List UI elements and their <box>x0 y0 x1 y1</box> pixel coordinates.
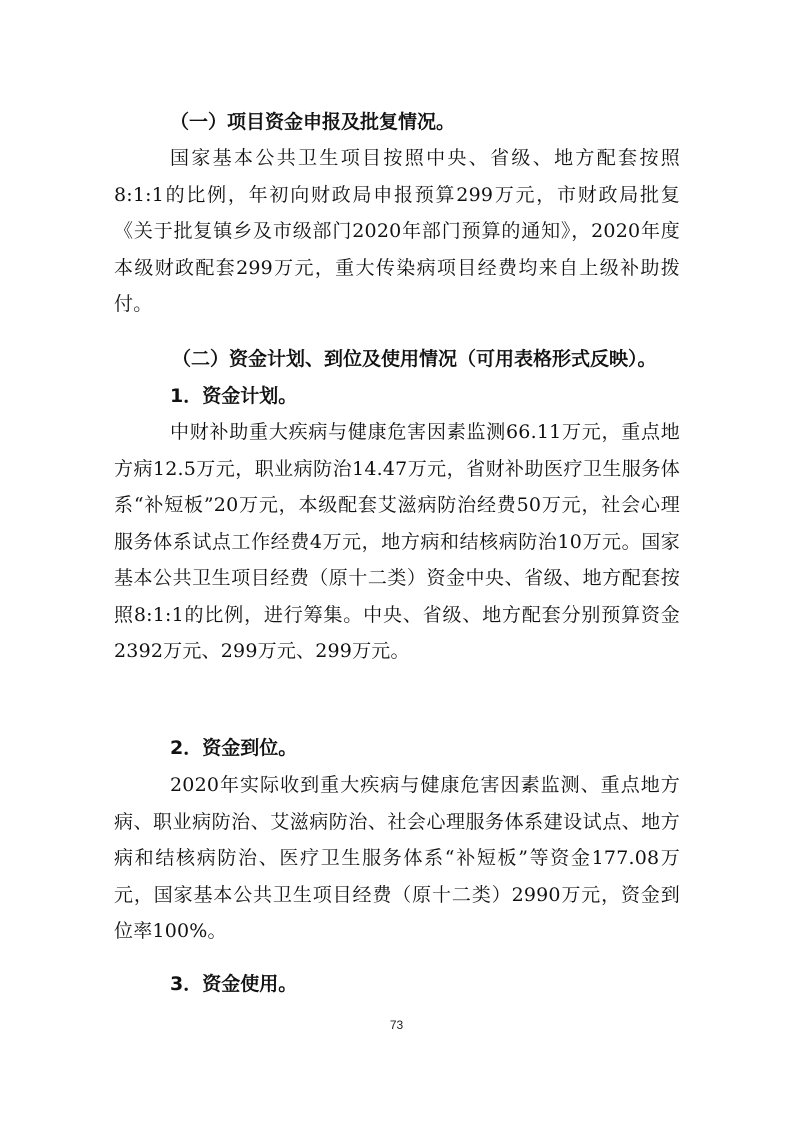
section-2-2-heading: 2．资金到位。 <box>170 737 298 759</box>
section-1-heading: （一）项目资金申报及批复情况。 <box>170 111 456 133</box>
section-2-2-paragraph: 2020年实际收到重大疾病与健康危害因素监测、重点地方病、职业病防治、艾滋病防治、社会心理服务体系建设试点、地方病和结核病防治、医疗卫生服务体系“补短板”等资金177.08万元，国家基本公共卫生项目经费（原十二类）2990万元，资金到位率100%。 <box>114 774 680 942</box>
section-2-heading: （二）资金计划、到位及使用情况（可用表格形式反映）。 <box>172 348 657 370</box>
page-number: 73 <box>389 1018 404 1032</box>
section-2-1-paragraph: 中财补助重大疾病与健康危害因素监测66.11万元，重点地方病12.5万元，职业病防治14.47万元，省财补助医疗卫生服务体系“补短板”20万元，本级配套艾滋病防治经费50万元，社会心理服务体系试点工作经费4万元，地方病和结核病防治10万元。国家基本公共卫生项目经费（原十二类）资金中央、省级、地方配套按照8:1:1的比例，进行筹集。中央、省级、地方配套分别预算资金2392万元、299万元、299万元。 <box>114 421 680 662</box>
section-2-3-heading: 3．资金使用。 <box>170 973 298 995</box>
section-2-1-heading: 1．资金计划。 <box>170 385 298 407</box>
section-1-paragraph: 国家基本公共卫生项目按照中央、省级、地方配套按照8:1:1的比例，年初向财政局申报预算299万元，市财政局批复《关于批复镇乡及市级部门2020年部门预算的通知》，2020年度本级财政配套299万元，重大传染病项目经费均来自上级补助拨付。 <box>114 147 680 315</box>
